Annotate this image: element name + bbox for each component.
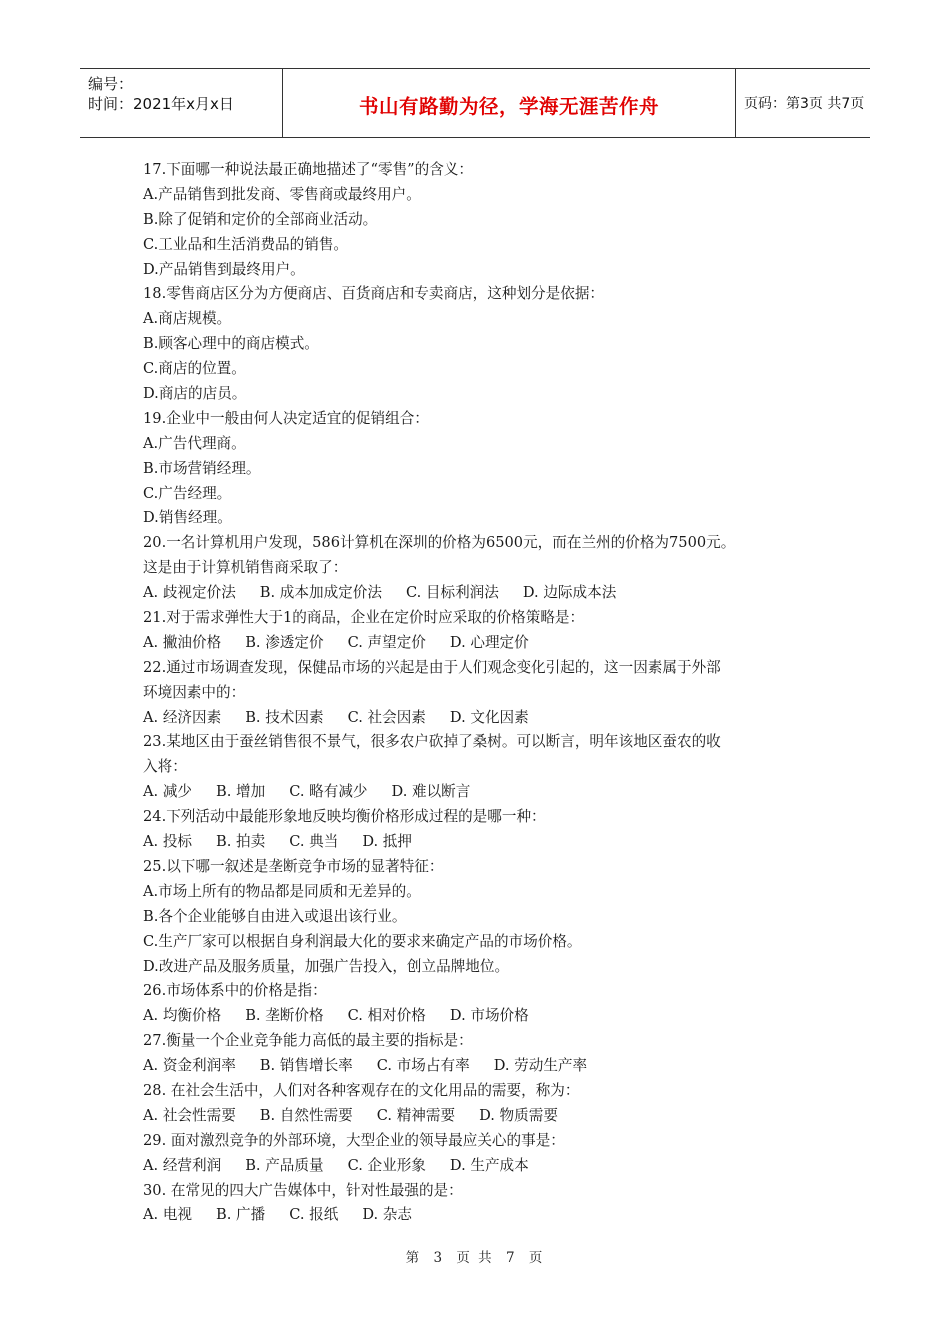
answer-option: B. 自然性需要 (259, 1106, 353, 1124)
option-row (143, 581, 843, 606)
answer-option: C.工业品和生活消费品的销售。 (143, 235, 349, 253)
answer-option: D.产品销售到最终用户。 (143, 260, 305, 278)
answer-option: A.广告代理商。 (143, 434, 246, 452)
question-item (143, 1029, 843, 1079)
question-stem: 27.衡量一个企业竞争能力高低的最主要的指标是： (143, 1032, 473, 1050)
answer-option: C.商店的位置。 (143, 360, 246, 378)
header-motto-cell (283, 69, 736, 137)
option-row (143, 1054, 843, 1079)
footer-page-total: 7 (505, 1250, 517, 1266)
answer-option: B. 产品质量 (245, 1156, 324, 1174)
document-date-label: 时间：2021年x月x日 (88, 95, 234, 113)
question-stem: 17.下面哪一种说法最正确地描述了“零售”的含义： (143, 161, 474, 178)
question-item (143, 606, 843, 656)
question-list (143, 158, 843, 1228)
question-item (143, 1179, 843, 1229)
question-item (143, 855, 843, 979)
header-page-cell (736, 69, 870, 137)
header-meta-cell (80, 69, 283, 137)
answer-option: B. 成本加成定价法 (259, 584, 382, 602)
answer-option: A. 撇油价格 (143, 633, 222, 651)
answer-option: D. 心理定价 (449, 633, 529, 651)
question-item (143, 1129, 843, 1179)
answer-option: C. 企业形象 (347, 1156, 426, 1174)
answer-option: C. 目标利润法 (405, 584, 499, 602)
header-motto: 书山有路勤为径，学海无涯苦作舟 (358, 95, 659, 118)
answer-option: B.顾客心理中的商店模式。 (143, 335, 319, 353)
option-row (143, 1203, 843, 1228)
answer-option: D. 文化因素 (449, 708, 529, 726)
question-stem: 21.对于需求弹性大于1的商品，企业在定价时应采取的价格策略是： (143, 609, 585, 627)
page-header (80, 68, 870, 138)
answer-option: D. 抵押 (362, 833, 412, 851)
document-number-label: 编号： (88, 75, 134, 93)
question-stem: 29. 面对激烈竞争的外部环境，大型企业的领导最应关心的事是： (143, 1131, 565, 1149)
answer-option: C. 声望定价 (347, 633, 426, 651)
answer-option: D.改进产品及服务质量，加强广告投入，创立品牌地位。 (143, 957, 510, 975)
answer-option: D. 劳动生产率 (493, 1057, 588, 1075)
option-row (143, 706, 843, 731)
answer-option: B.市场营销经理。 (143, 459, 261, 477)
page-footer (0, 1246, 950, 1266)
answer-option: B.各个企业能够自由进入或退出该行业。 (143, 907, 407, 925)
question-stem: 25.以下哪一叙述是垄断竞争市场的显著特征： (143, 857, 444, 875)
header-page-info: 页码：第3页 共7页 (744, 96, 865, 112)
question-item (143, 158, 843, 282)
answer-option: D. 生产成本 (449, 1156, 529, 1174)
answer-option: C. 精神需要 (376, 1106, 456, 1124)
question-stem: 30. 在常见的四大广告媒体中，针对性最强的是： (143, 1181, 463, 1199)
answer-option: B. 广播 (216, 1206, 266, 1224)
footer-page-current: 3 (433, 1250, 445, 1266)
question-stem: 28. 在社会生活中，人们对各种客观存在的文化用品的需要，称为： (143, 1081, 580, 1099)
question-stem: 20.一名计算机用户发现，586计算机在深圳的价格为6500元，而在兰州的价格为7500元。 (143, 534, 736, 552)
question-stem: 19.企业中一般由何人决定适宜的促销组合： (143, 409, 429, 427)
answer-option: A. 经济因素 (143, 708, 222, 726)
option-row (143, 1004, 843, 1029)
answer-option: A. 电视 (143, 1206, 193, 1224)
question-item (143, 730, 843, 805)
answer-option: C.广告经理。 (143, 484, 232, 502)
option-row (143, 631, 843, 656)
answer-option: A. 经营利润 (143, 1156, 222, 1174)
option-row (143, 780, 843, 805)
question-item (143, 979, 843, 1029)
answer-option: C. 相对价格 (347, 1007, 426, 1025)
option-row (143, 1154, 843, 1179)
footer-page-suffix: 页 (528, 1250, 545, 1266)
question-stem: 入将： (143, 758, 187, 776)
answer-option: C. 略有减少 (289, 783, 368, 801)
answer-option: D. 难以断言 (391, 783, 471, 801)
answer-option: C. 市场占有率 (376, 1057, 470, 1075)
answer-option: B. 销售增长率 (259, 1057, 353, 1075)
answer-option: A.产品销售到批发商、零售商或最终用户。 (143, 185, 421, 203)
answer-option: A.商店规模。 (143, 310, 232, 328)
question-stem: 22.通过市场调查发现，保健品市场的兴起是由于人们观念变化引起的，这一因素属于外部 (143, 658, 721, 676)
footer-page-prefix: 第 (405, 1250, 422, 1266)
question-stem: 23.某地区由于蚕丝销售很不景气，很多农户砍掉了桑树。可以断言，明年该地区蚕农的收 (143, 733, 721, 751)
question-stem: 环境因素中的： (143, 683, 246, 701)
question-stem: 24.下列活动中最能形象地反映均衡价格形成过程的是哪一种： (143, 808, 546, 826)
question-item (143, 531, 843, 606)
question-item (143, 407, 843, 531)
answer-option: D. 物质需要 (479, 1106, 558, 1124)
answer-option: A. 均衡价格 (143, 1007, 222, 1025)
answer-option: B. 技术因素 (245, 708, 324, 726)
answer-option: D.商店的店员。 (143, 385, 247, 403)
answer-option: D. 边际成本法 (522, 584, 617, 602)
option-row (143, 830, 843, 855)
answer-option: D.销售经理。 (143, 509, 232, 527)
answer-option: A. 社会性需要 (143, 1106, 236, 1124)
question-item (143, 805, 843, 855)
answer-option: B.除了促销和定价的全部商业活动。 (143, 210, 378, 228)
answer-option: A. 歧视定价法 (143, 584, 236, 602)
answer-option: C. 典当 (289, 833, 339, 851)
option-row (143, 1104, 843, 1129)
question-item (143, 1079, 843, 1129)
question-stem: 18.零售商店区分为方便商店、百货商店和专卖商店，这种划分是依据： (143, 285, 605, 303)
question-item (143, 282, 843, 406)
answer-option: B. 拍卖 (216, 833, 266, 851)
answer-option: A.市场上所有的物品都是同质和无差异的。 (143, 882, 421, 900)
answer-option: C. 报纸 (289, 1206, 339, 1224)
answer-option: B. 渗透定价 (245, 633, 324, 651)
answer-option: A. 减少 (143, 783, 193, 801)
answer-option: D. 市场价格 (449, 1007, 529, 1025)
answer-option: B. 垄断价格 (245, 1007, 324, 1025)
answer-option: C. 社会因素 (347, 708, 426, 726)
answer-option: C.生产厂家可以根据自身利润最大化的要求来确定产品的市场价格。 (143, 932, 582, 950)
answer-option: D. 杂志 (362, 1206, 412, 1224)
answer-option: A. 投标 (143, 833, 193, 851)
question-stem: 26.市场体系中的价格是指： (143, 982, 327, 1000)
answer-option: B. 增加 (216, 783, 266, 801)
footer-page-mid: 页 共 (456, 1250, 494, 1266)
question-stem: 这是由于计算机销售商采取了： (143, 559, 348, 577)
answer-option: A. 资金利润率 (143, 1057, 236, 1075)
question-item (143, 656, 843, 731)
